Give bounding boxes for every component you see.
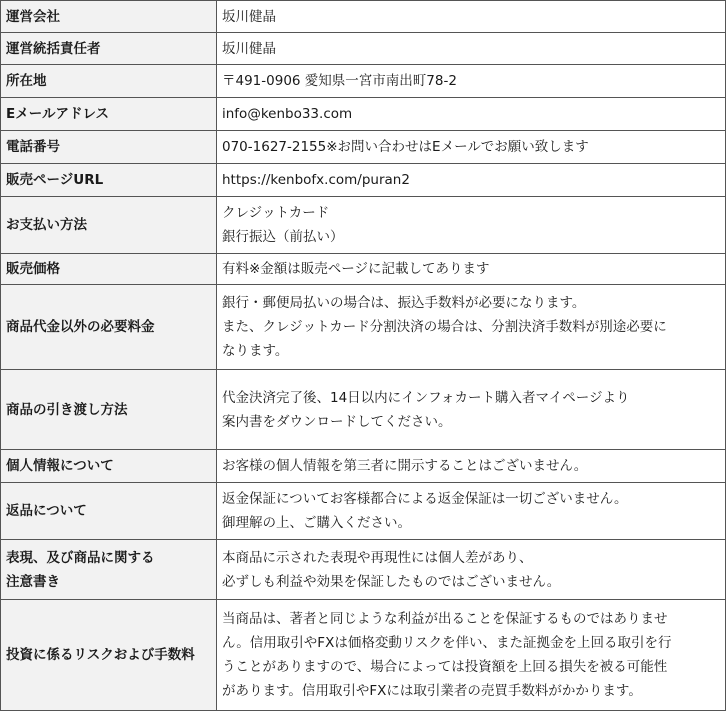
value-line: 070-1627-2155※お問い合わせはEメールでお願い致します (222, 139, 589, 155)
row-value (217, 483, 726, 540)
table-row (1, 450, 726, 483)
value-line: うことがありますので、場合によっては投資額を上回る損失を被る可能性 (222, 659, 668, 675)
value-line: なります。 (222, 343, 289, 359)
table-row (1, 131, 726, 164)
row-value (217, 98, 726, 131)
row-label: 運営会社 (1, 1, 217, 33)
table-row (1, 197, 726, 254)
table-row (1, 254, 726, 285)
value-line: 案内書をダウンロードしてください。 (222, 413, 452, 430)
row-label: 商品の引き渡し方法 (1, 370, 217, 450)
table-row (1, 483, 726, 540)
value-line: お客様の個人情報を第三者に開示することはございません。 (222, 458, 588, 474)
row-value (217, 285, 726, 370)
row-label: 販売ページURL (1, 164, 217, 197)
row-label: Eメールアドレス (1, 98, 217, 131)
value-line: 坂川健晶 (222, 40, 276, 57)
value-line: 必ずしも利益や効果を保証したものではございません。 (222, 573, 561, 590)
sales-page-link[interactable]: https://kenbofx.com/puran2 (222, 172, 410, 188)
row-label: 所在地 (1, 65, 217, 98)
value-line: クレジットカード (222, 205, 330, 221)
table-row (1, 285, 726, 370)
row-value (217, 131, 726, 164)
table-row (1, 33, 726, 65)
row-label: 返品について (1, 483, 217, 540)
row-label: 運営統括責任者 (1, 33, 217, 65)
table-row (1, 65, 726, 98)
row-label (1, 540, 217, 600)
value-line: 本商品に示された表現や再現性には個人差があり、 (222, 549, 533, 566)
row-value (217, 65, 726, 98)
row-label: お支払い方法 (1, 197, 217, 254)
table-row (1, 1, 726, 33)
value-line: 銀行振込（前払い） (222, 229, 344, 245)
row-value (217, 254, 726, 285)
row-label: 販売価格 (1, 254, 217, 285)
row-value (217, 33, 726, 65)
table-row (1, 600, 726, 711)
table-row (1, 164, 726, 197)
value-line: 〒491-0906 愛知県一宮市南出町78-2 (222, 73, 457, 89)
email-link[interactable]: info@kenbo33.com (222, 106, 353, 122)
value-line: 有料※金額は販売ページに記載してあります (222, 261, 490, 277)
label-line: 表現、及び商品に関する (6, 549, 155, 566)
row-value (217, 164, 726, 197)
row-value (217, 600, 726, 711)
value-line: 銀行・郵便局払いの場合は、振込手数料が必要になります。 (222, 295, 586, 311)
table-row (1, 98, 726, 131)
value-line: 坂川健晶 (222, 8, 276, 25)
row-value (217, 1, 726, 33)
label-line: 注意書き (6, 573, 60, 590)
table-row (1, 540, 726, 600)
value-line: 代金決済完了後、14日以内にインフォカート購入者マイページより (222, 389, 630, 406)
value-line: ん。信用取引やFXは価格変動リスクを伴い、また証拠金を上回る取引を行 (222, 635, 672, 651)
row-value (217, 370, 726, 450)
row-label: 個人情報について (1, 450, 217, 483)
row-label: 投資に係るリスクおよび手数料 (1, 600, 217, 711)
row-value (217, 450, 726, 483)
row-label: 電話番号 (1, 131, 217, 164)
value-line: があります。信用取引やFXには取引業者の売買手数料がかかります。 (222, 683, 642, 699)
value-line: 当商品は、著者と同じような利益が出ることを保証するものではありませ (222, 611, 668, 627)
row-value (217, 540, 726, 600)
value-line: 返金保証についてお客様都合による返金保証は一切ございません。 (222, 491, 628, 507)
table-row (1, 370, 726, 450)
value-line: 御理解の上、ご購入ください。 (222, 515, 411, 531)
value-line: また、クレジットカード分割決済の場合は、分割決済手数料が別途必要に (222, 319, 667, 335)
row-value (217, 197, 726, 254)
row-label: 商品代金以外の必要料金 (1, 285, 217, 370)
